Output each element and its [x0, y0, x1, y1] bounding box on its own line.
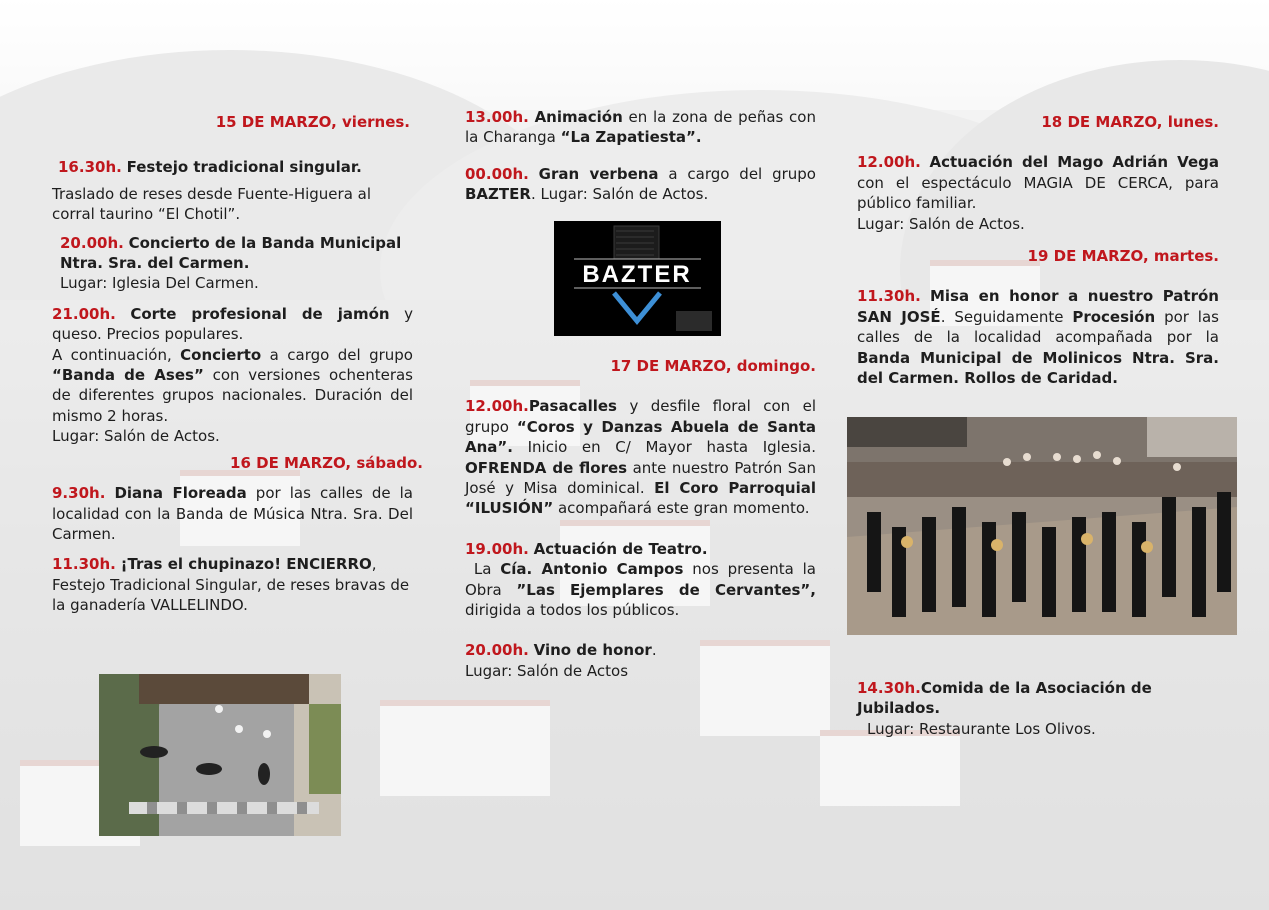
column-right-lower [857, 678, 1219, 739]
event-item: 20.00h. Concierto de la Banda Municipal Ntra. Sra. del Carmen. [60, 233, 402, 273]
logo-text: BAZTER [582, 261, 692, 288]
event-place: Lugar: Salón de Actos. [52, 427, 220, 446]
event-item: 16.30h. Festejo tradicional singular. [58, 158, 362, 177]
event-item: 00.00h. Gran verbena a cargo del grupo BAZTER. Lugar: Salón de Actos. [465, 164, 816, 204]
event-text: Traslado de reses desde Fuente-Higuera al corral taurino “El Chotil”. [52, 184, 372, 224]
column-middle-lower [465, 356, 816, 681]
column-right [857, 112, 1219, 388]
column-middle [465, 107, 816, 205]
encierro-photo [99, 674, 341, 836]
event-item: 20.00h. Vino de honor. [465, 641, 657, 660]
column-left [52, 112, 423, 616]
event-place: Lugar: Salón de Actos [465, 661, 629, 680]
bazter-logo [554, 221, 721, 336]
event-item: 11.30h. Misa en honor a nuestro Patrón SAN JOSÉ. Seguidamente Procesión por las calles de la localidad acompañada por la Banda Municipal de Molinicos Ntra. Sra. del Carmen. Rollos de Caridad. [857, 287, 1219, 388]
event-item: 12.00h. Actuación del Mago Adrián Vega con el espectáculo MAGIA DE CERCA, para público familiar. [857, 153, 1219, 213]
event-item: 19.00h. Actuación de Teatro. La Cía. Antonio Campos nos presenta la Obra ”Las Ejemplares de Cervantes”, dirigida a todos los públicos. [465, 539, 816, 620]
event-item: 12.00h.Pasacalles y desfile floral con el grupo “Coros y Danzas Abuela de Santa Ana”. Inicio en C/ Mayor hasta Iglesia. OFRENDA de flores ante nuestro Patrón San José y Misa dominical. El Coro Parroquial “ILUSIÓN” acompañará este gran momento. [465, 397, 816, 518]
event-place: Lugar: Salón de Actos. [857, 214, 1025, 233]
event-item: 11.30h. ¡Tras el chupinazo! ENCIERRO, Festejo Tradicional Singular, de reses bravas de la ganadería VALLELINDO. [52, 555, 410, 615]
event-item: 13.00h. Animación en la zona de peñas con la Charanga “La Zapatiesta”. [465, 108, 816, 147]
procession-photo [847, 417, 1237, 635]
date-heading: 16 DE MARZO, sábado. [230, 453, 423, 472]
date-heading: 19 DE MARZO, martes. [1027, 247, 1219, 266]
event-text: A continuación, Concierto a cargo del grupo “Banda de Ases” con versiones ochenteras de diferentes grupos nacionales. Duración del mismo 2 horas. [52, 345, 413, 425]
date-heading: 15 DE MARZO, viernes. [215, 113, 410, 131]
event-place: Lugar: Iglesia Del Carmen. [60, 274, 259, 293]
event-place: Lugar: Restaurante Los Olivos. [867, 719, 1096, 738]
date-heading: 17 DE MARZO, domingo. [610, 357, 816, 375]
event-item: 21.00h. Corte profesional de jamón y queso. Precios populares. [52, 304, 413, 344]
event-item: 9.30h. Diana Floreada por las calles de la localidad con la Banda de Música Ntra. Sra. Del Carmen. [52, 484, 413, 543]
date-heading: 18 DE MARZO, lunes. [1041, 113, 1219, 131]
event-item: 14.30h.Comida de la Asociación de Jubilados. [857, 679, 1152, 718]
